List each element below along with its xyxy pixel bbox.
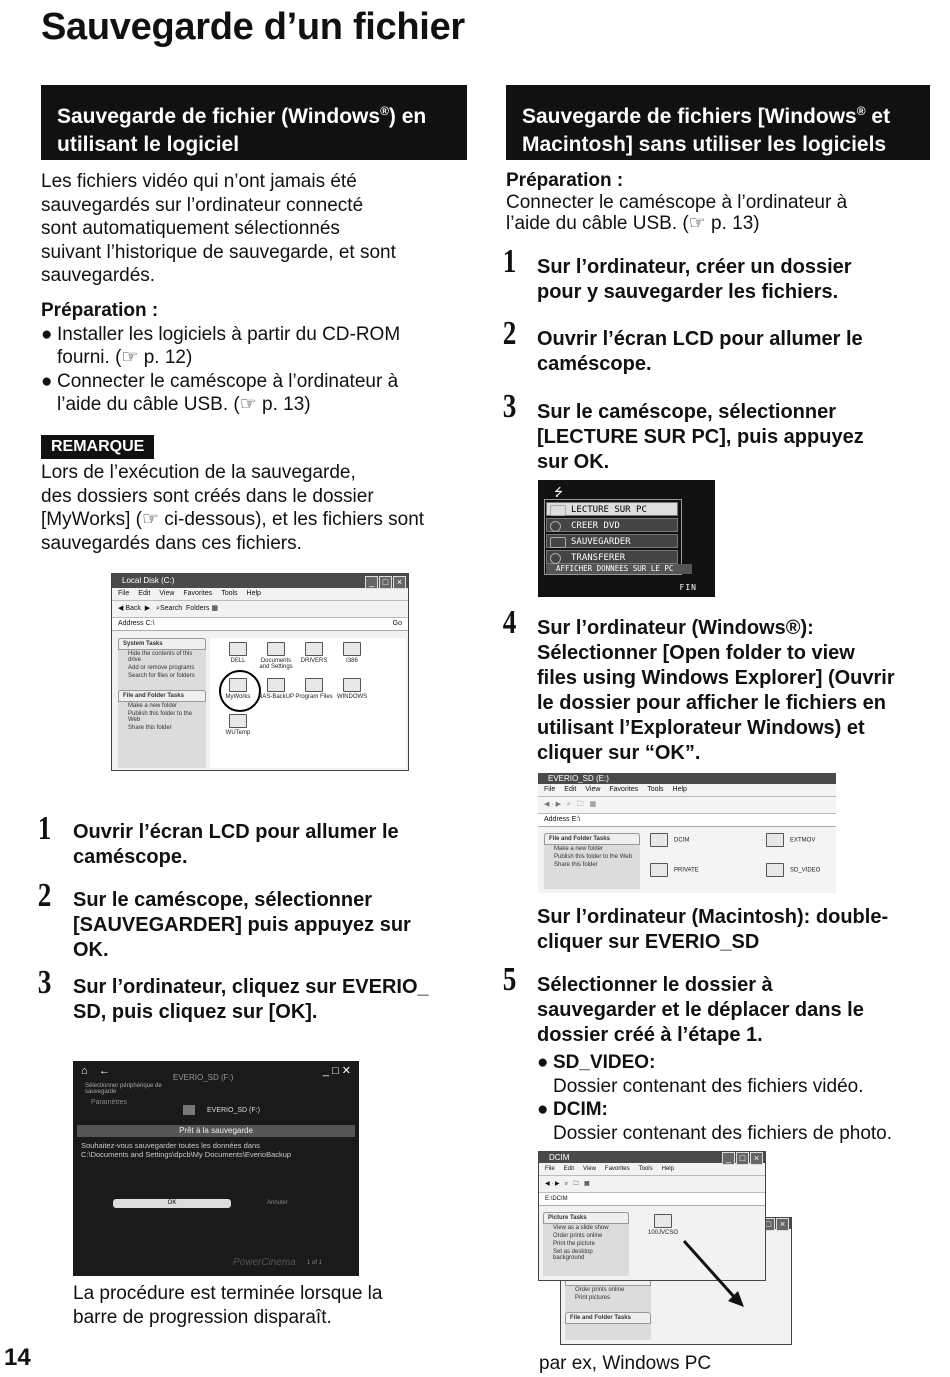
menu-item[interactable]: Favorites xyxy=(604,1166,630,1172)
views-icon[interactable]: ▦ xyxy=(589,801,597,808)
folder-label: DELL xyxy=(230,658,246,664)
drive-icon xyxy=(183,1105,195,1115)
step-line: SD, puis cliquez sur [OK]. xyxy=(73,1001,318,1023)
prep-item-line: fourni. (☞ p. 12) xyxy=(57,347,193,368)
pc-icon xyxy=(550,505,566,516)
folder-label: I386 xyxy=(346,658,358,664)
back-icon[interactable]: ◀ xyxy=(545,1181,550,1187)
task-item[interactable]: Hide the contents of this drive xyxy=(128,651,193,663)
folder-desc-name: SD_VIDEO: xyxy=(553,1052,656,1073)
address-bar[interactable] xyxy=(538,814,836,827)
address-value: C:\ xyxy=(145,620,155,627)
lcd-menu-item[interactable] xyxy=(546,518,678,532)
folder-label: SD_VIDEO xyxy=(790,867,821,874)
close-icon[interactable]: × xyxy=(393,576,406,589)
folders-icon[interactable]: 🗀 xyxy=(576,801,584,808)
window-title: DCIM xyxy=(549,1153,570,1162)
pager: 1 of 1 xyxy=(307,1260,323,1266)
task-pane xyxy=(544,833,640,889)
menu-item[interactable]: Tools xyxy=(638,1166,653,1172)
folder-desc-item xyxy=(537,1051,937,1075)
left-header-line1-end: ) en xyxy=(388,105,427,128)
folder-icon xyxy=(650,863,668,877)
prep-item-line: l’aide du câble USB. (☞ p. 13) xyxy=(57,394,311,415)
prep-item xyxy=(41,370,471,417)
task-item[interactable]: Add or remove programs xyxy=(128,665,195,671)
lcd-menu-item[interactable] xyxy=(546,550,678,564)
figure-caption: par ex, Windows PC xyxy=(539,1353,712,1374)
side-option[interactable]: Sélectionner périphérique de sauvegarde xyxy=(85,1083,162,1095)
folder-label: WINDOWS xyxy=(336,694,368,700)
left-intro xyxy=(41,170,471,288)
message-line: C:\Documents and Settings\dpcb\My Documents\EverioBackup xyxy=(81,1150,292,1159)
side-option[interactable]: Paramètres xyxy=(91,1099,128,1106)
registered-mark: ® xyxy=(856,104,866,118)
page-title: Sauvegarde d’un fichier xyxy=(41,6,465,48)
step-number: 3 xyxy=(502,388,517,425)
closing-line: barre de progression disparaît. xyxy=(73,1306,332,1328)
left-section-header xyxy=(41,85,467,160)
dialog-message xyxy=(81,1141,353,1159)
step-line: Sur l’ordinateur, cliquez sur EVERIO_ xyxy=(73,976,429,998)
maximize-icon[interactable]: □ xyxy=(736,1152,749,1165)
views-icon[interactable]: ▦ xyxy=(584,1181,590,1187)
brand-logo: PowerCinema xyxy=(233,1257,296,1268)
bullet-icon: ● xyxy=(41,323,53,345)
device-label: EVERIO_SD (F:) xyxy=(207,1107,260,1114)
step-line: le dossier pour afficher le fichiers en xyxy=(537,692,887,714)
task-item[interactable]: Print pictures xyxy=(575,1295,611,1301)
address-bar[interactable] xyxy=(112,618,408,631)
search-button[interactable]: Search xyxy=(159,605,183,612)
folder-item[interactable] xyxy=(294,642,334,664)
intro-line: Les fichiers vidéo qui n’ont jamais été xyxy=(41,171,357,192)
dialog-title: EVERIO_SD (F:) xyxy=(173,1073,234,1082)
menu-item[interactable]: Edit xyxy=(138,590,151,597)
step-line: Ouvrir l’écran LCD pour allumer le xyxy=(537,328,863,350)
left-header-line1: Sauvegarde de fichier (Windows xyxy=(57,105,381,128)
step-line: Sélectionner le dossier à xyxy=(537,974,773,996)
bullet-icon: ● xyxy=(537,1099,549,1120)
left-step-1 xyxy=(73,820,473,870)
task-item[interactable]: View as a slide show xyxy=(553,1225,609,1231)
maximize-icon[interactable]: □ xyxy=(379,576,392,589)
menu-item[interactable]: View xyxy=(159,590,175,597)
backup-dialog-screenshot xyxy=(73,1061,359,1276)
maximize-icon[interactable]: □ xyxy=(332,1065,339,1077)
lcd-menu-label: SAUVEGARDER xyxy=(571,537,631,547)
mac-note-line: cliquer sur EVERIO_SD xyxy=(537,931,760,953)
menu-item[interactable]: Tools xyxy=(647,786,664,793)
task-item[interactable]: Publish this folder to the Web xyxy=(554,854,632,860)
menu-bar xyxy=(538,784,836,797)
remark-line: des dossiers sont créés dans le dossier xyxy=(41,485,374,507)
step-line: Sur l’ordinateur (Windows®): xyxy=(537,617,814,639)
folder-item[interactable] xyxy=(294,678,334,700)
back-icon[interactable]: ◀ xyxy=(544,801,550,808)
prep-item xyxy=(41,323,471,370)
step-line: Ouvrir l’écran LCD pour allumer le xyxy=(73,821,399,843)
intro-line: suivant l’historique de sauvegarde, et sont xyxy=(41,241,396,263)
folder-desc-item xyxy=(537,1098,937,1122)
folder-icon xyxy=(267,678,285,692)
menu-item[interactable]: Help xyxy=(246,590,261,597)
prep-label: Préparation : xyxy=(506,170,624,191)
lcd-menu-item[interactable] xyxy=(546,534,678,548)
go-button[interactable]: Go xyxy=(392,620,402,627)
right-preparation xyxy=(506,170,936,235)
menu-item[interactable]: Help xyxy=(661,1166,674,1172)
toolbar xyxy=(112,601,408,618)
folder-item[interactable] xyxy=(766,833,836,847)
right-step-2 xyxy=(537,327,937,377)
right-step-4 xyxy=(537,616,937,766)
menu-bar xyxy=(112,588,408,601)
folder-label: WUTemp xyxy=(225,730,251,736)
registered-mark: ® xyxy=(380,104,389,118)
forward-icon[interactable]: ▶ xyxy=(554,1181,560,1187)
forward-icon[interactable]: ▶ xyxy=(555,801,562,808)
folder-icon xyxy=(343,642,361,656)
step-line: utilisant l’Explorateur Windows) et xyxy=(537,717,865,739)
globe-icon xyxy=(550,553,561,564)
step-line: Sur l’ordinateur, créer un dossier xyxy=(537,256,852,278)
step-line: caméscope. xyxy=(537,353,652,375)
folder-icon xyxy=(229,642,247,656)
intro-line: sauvegardés. xyxy=(41,265,156,286)
left-header-line2: utilisant le logiciel xyxy=(57,133,240,156)
lcd-menu-label: TRANSFERER xyxy=(571,553,626,563)
folder-item[interactable] xyxy=(218,642,258,664)
folder-item-dcim[interactable] xyxy=(650,833,710,847)
prep-item-line: Connecter le caméscope à l’ordinateur à xyxy=(57,370,399,392)
folder-label: PRIVATE xyxy=(674,867,699,874)
folder-desc-text: Dossier contenant des fichiers vidéo. xyxy=(553,1075,864,1097)
folder-item[interactable] xyxy=(256,642,296,670)
maximize-icon[interactable]: □ xyxy=(762,1218,775,1231)
step-line: Sélectionner [Open folder to view xyxy=(537,642,855,664)
folder-icon xyxy=(650,833,668,847)
disc-icon xyxy=(550,521,561,532)
folder-desc-name: DCIM: xyxy=(553,1099,608,1120)
menu-item[interactable]: View xyxy=(585,786,601,793)
lcd-menu-screenshot xyxy=(538,480,715,597)
folder-descriptions xyxy=(537,1051,937,1145)
folder-item[interactable] xyxy=(332,678,372,700)
menu-item[interactable]: File xyxy=(544,786,556,793)
folder-item[interactable] xyxy=(332,642,372,664)
prep-line: l’aide du câble USB. (☞ p. 13) xyxy=(506,213,760,234)
folder-label: NAS-BackUP xyxy=(257,694,294,700)
step-number: 4 xyxy=(502,604,517,641)
ok-button[interactable]: OK xyxy=(113,1199,231,1208)
menu-item[interactable]: Favorites xyxy=(609,786,639,793)
window-controls xyxy=(323,1064,351,1077)
forward-icon[interactable]: ▶ xyxy=(144,605,151,612)
home-icon[interactable]: ⌂ xyxy=(81,1065,88,1077)
file-view xyxy=(210,638,406,768)
back-arrow-icon[interactable]: ← xyxy=(99,1065,110,1077)
remark-line: Lors de l’exécution de la sauvegarde, xyxy=(41,462,356,483)
right-section-header xyxy=(506,85,930,160)
folder-item[interactable] xyxy=(650,863,720,877)
step-line: Sur le caméscope, sélectionner xyxy=(73,889,373,911)
bullet-icon: ● xyxy=(537,1052,549,1073)
lcd-menu-label: CREER DVD xyxy=(571,521,620,531)
step-number: 2 xyxy=(37,877,52,914)
folder-icon xyxy=(267,642,285,656)
closing-text xyxy=(73,1282,473,1329)
bullet-icon: ● xyxy=(41,370,53,392)
right-header-line2: Macintosh] sans utiliser les logiciels xyxy=(522,133,887,156)
right-header-line1: Sauvegarde de fichiers [Windows xyxy=(522,105,857,128)
folder-icon xyxy=(766,863,784,877)
dcim-drag-screenshot xyxy=(538,1151,794,1345)
close-icon[interactable]: × xyxy=(750,1152,763,1165)
task-item[interactable]: Set as desktop background xyxy=(553,1249,593,1261)
views-icon[interactable]: ▦ xyxy=(211,605,218,612)
everio-explorer-screenshot xyxy=(538,773,836,893)
menu-item[interactable]: Tools xyxy=(221,590,238,597)
mac-note xyxy=(537,905,937,955)
task-item[interactable]: Order prints online xyxy=(575,1287,625,1293)
remark-text xyxy=(41,461,471,555)
remark-line: sauvegardés dans ces fichiers. xyxy=(41,532,302,554)
folder-label: DRIVERS xyxy=(300,658,328,664)
task-item[interactable]: Share this folder xyxy=(128,725,172,731)
step-line: files using Windows Explorer] (Ouvrir xyxy=(537,667,895,689)
address-value: E:\ xyxy=(571,816,581,823)
step-line: dossier créé à l’étape 1. xyxy=(537,1024,763,1046)
file-tasks-header[interactable]: File and Folder Tasks xyxy=(118,690,206,702)
usb-icon: ⭍ xyxy=(554,486,564,499)
step-number: 1 xyxy=(502,243,517,280)
right-step-3 xyxy=(537,400,937,475)
page-number: 14 xyxy=(4,1344,31,1371)
folder-icon xyxy=(305,678,323,692)
task-item[interactable]: Print the picture xyxy=(553,1241,596,1247)
prep-label: Préparation : xyxy=(41,300,159,321)
step-number: 5 xyxy=(502,961,517,998)
toolbar: ◀ · ▶ ⌕ 🗀 ▦ xyxy=(538,797,836,814)
lcd-menu-item-selected[interactable] xyxy=(546,502,678,516)
address-value: E:\DCIM xyxy=(545,1196,568,1202)
prep-line: Connecter le caméscope à l’ordinateur à xyxy=(506,191,848,213)
right-step-5 xyxy=(537,973,937,1048)
toolbar: ◀ · ▶ ⌕ 🗀 ▦ xyxy=(539,1176,765,1193)
task-item[interactable]: Search for files or folders xyxy=(128,673,195,679)
menu-item[interactable]: Edit xyxy=(563,1166,575,1172)
folder-label: Documents and Settings xyxy=(259,658,293,670)
lcd-menu-label: LECTURE SUR PC xyxy=(571,505,647,515)
address-label: Address xyxy=(544,816,570,823)
mac-note-line: Sur l’ordinateur (Macintosh): double- xyxy=(537,906,889,928)
folder-item[interactable] xyxy=(766,863,836,877)
search-icon: ⌕ xyxy=(156,605,160,612)
step-line: sauvegarder et le déplacer dans le xyxy=(537,999,864,1021)
minimize-icon[interactable]: _ xyxy=(365,576,378,589)
step-line: OK. xyxy=(73,939,109,961)
message-line: Souhaitez-vous sauvegarder toutes les données dans xyxy=(81,1141,260,1150)
task-item[interactable]: Order prints online xyxy=(553,1233,603,1239)
folder-label: EXTMOV xyxy=(790,837,816,844)
close-icon[interactable]: ✕ xyxy=(341,1065,351,1077)
step-number: 3 xyxy=(37,964,52,1001)
save-icon xyxy=(550,537,566,548)
search-icon[interactable]: ⌕ xyxy=(566,801,571,808)
file-tasks-header[interactable]: File and Folder Tasks xyxy=(544,833,640,845)
folder-label: DCIM xyxy=(674,837,690,844)
folder-label: 100JVCSO xyxy=(647,1230,678,1236)
menu-item[interactable]: Favorites xyxy=(183,590,213,597)
task-item[interactable]: Make a new folder xyxy=(554,846,604,852)
prep-item-line: Installer les logiciels à partir du CD-ROM xyxy=(57,323,401,345)
task-pane xyxy=(118,638,206,768)
step-line: Sur le caméscope, sélectionner xyxy=(537,401,837,423)
drag-arrow-icon xyxy=(538,1151,794,1345)
folder-item[interactable] xyxy=(256,678,296,700)
step-line: [LECTURE SUR PC], puis appuyez xyxy=(537,426,864,448)
menu-item[interactable]: File xyxy=(545,1166,555,1172)
step-line: sur OK. xyxy=(537,451,610,473)
menu-item[interactable]: Help xyxy=(672,786,687,793)
task-item[interactable]: Share this folder xyxy=(554,862,598,868)
menu-item[interactable]: Edit xyxy=(564,786,577,793)
folder-item[interactable] xyxy=(218,714,258,736)
window-titlebar xyxy=(112,574,408,588)
closing-line: La procédure est terminée lorsque la xyxy=(73,1283,383,1304)
folder-label: MyWorks xyxy=(225,694,251,700)
file-tasks-header[interactable]: File and Folder Tasks xyxy=(565,1312,651,1324)
folder-desc-text: Dossier contenant des fichiers de photo. xyxy=(553,1122,893,1144)
task-item[interactable]: Make a new folder xyxy=(128,703,178,709)
folder-label: Program Files xyxy=(295,694,333,700)
system-tasks-header[interactable]: System Tasks xyxy=(118,638,206,650)
back-button[interactable]: Back xyxy=(125,605,141,612)
task-item[interactable]: Publish this folder to the Web xyxy=(128,711,193,723)
close-icon[interactable]: × xyxy=(776,1218,789,1231)
window-title: Local Disk (C:) xyxy=(122,576,175,585)
step-line: caméscope. xyxy=(73,846,188,868)
folder-icon xyxy=(343,678,361,692)
window-titlebar xyxy=(538,773,836,784)
search-icon[interactable]: ⌕ xyxy=(564,1181,568,1187)
remark-line: [MyWorks] (☞ ci-dessous), et les fichiers sont xyxy=(41,509,425,530)
intro-line: sont automatiquement sélectionnés xyxy=(41,218,340,239)
window-title: EVERIO_SD (E:) xyxy=(548,774,609,783)
right-step-1 xyxy=(537,255,937,305)
step-line: [SAUVEGARDER] puis appuyez sur xyxy=(73,914,411,936)
folders-icon[interactable]: 🗀 xyxy=(573,1181,580,1187)
left-step-2 xyxy=(73,888,473,963)
minimize-icon[interactable]: _ xyxy=(722,1152,735,1165)
left-step-3 xyxy=(73,975,473,1025)
folders-button[interactable]: Folders xyxy=(186,605,210,612)
folder-icon xyxy=(305,642,323,656)
status-bar: Prêt à la sauvegarde xyxy=(77,1125,355,1137)
picture-tasks-header[interactable]: Picture Tasks xyxy=(543,1212,629,1224)
highlight-circle xyxy=(219,670,261,712)
intro-line: sauvegardés sur l’ordinateur connecté xyxy=(41,194,364,216)
left-preparation xyxy=(41,299,471,417)
folder-icon xyxy=(766,833,784,847)
lcd-footer: AFFICHER DONNEES SUR LE PC xyxy=(546,564,692,574)
step-line: pour y sauvegarder les fichiers. xyxy=(537,281,839,303)
step-number: 1 xyxy=(37,810,52,847)
step-number: 2 xyxy=(502,315,517,352)
explorer-screenshot xyxy=(111,573,409,771)
menu-item[interactable]: File xyxy=(118,590,130,597)
remark-label: REMARQUE xyxy=(41,435,154,459)
right-header-line1-end: et xyxy=(865,105,891,128)
cancel-button[interactable]: Annuler xyxy=(267,1200,288,1206)
folder-icon xyxy=(229,714,247,728)
window-controls xyxy=(364,575,406,589)
lcd-fin-button[interactable]: FIN xyxy=(679,583,697,592)
minimize-icon[interactable]: _ xyxy=(322,1065,329,1077)
back-icon[interactable]: ◀ xyxy=(118,605,124,612)
menu-item[interactable]: View xyxy=(583,1166,596,1172)
address-label: Address xyxy=(118,620,144,627)
step-line: cliquer sur “OK”. xyxy=(537,742,701,764)
